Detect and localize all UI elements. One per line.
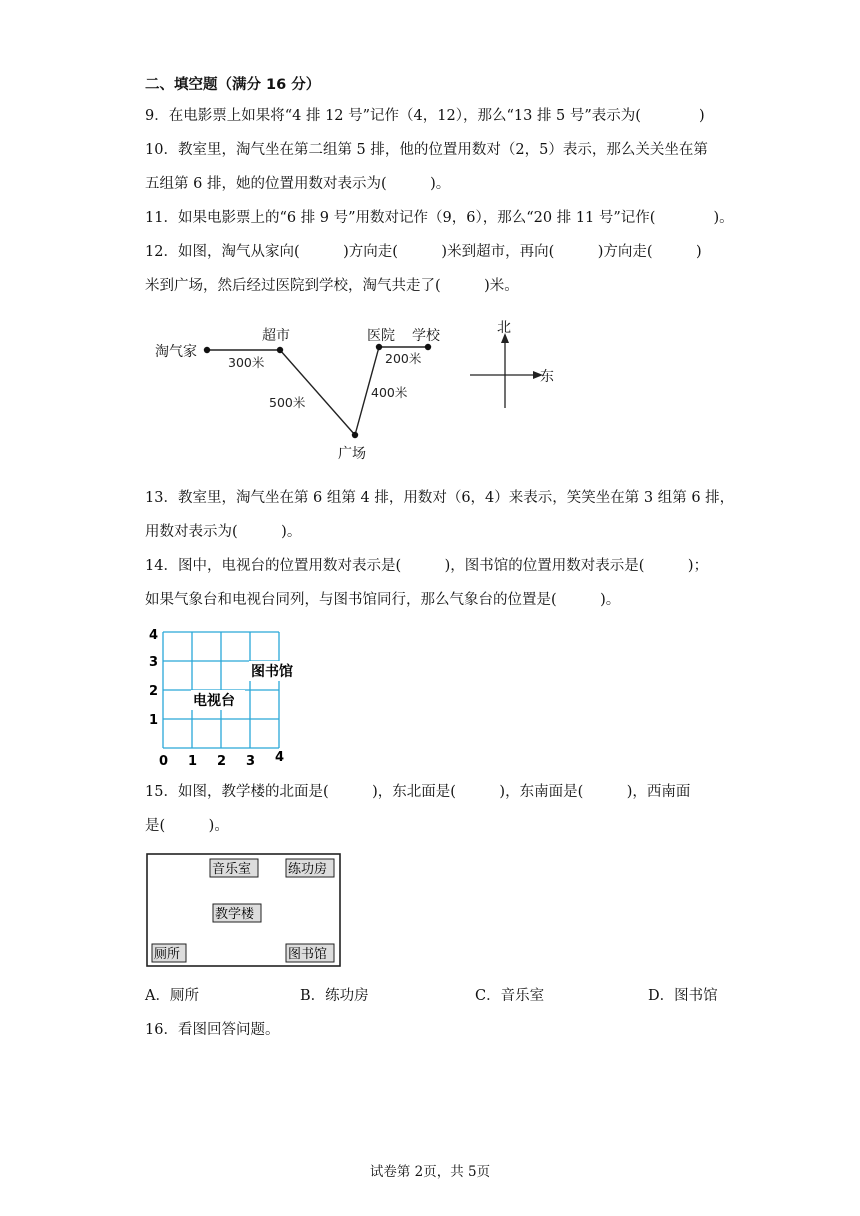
question-16: 16．看图回答问题。: [145, 1022, 280, 1038]
toilet-label: 厕所: [154, 947, 181, 962]
distance-500: 500米: [269, 395, 306, 410]
route-diagram: [145, 315, 575, 470]
x-tick-1: 1: [188, 754, 198, 769]
campus-library-label: 图书馆: [288, 947, 328, 962]
option-d: D．图书馆: [648, 988, 718, 1004]
question-11: 11．如果电影票上的“6 排 9 号”用数对记作（9，6），那么“20 排 11 号”记作( )。: [145, 210, 734, 226]
question-12-line-2: 米到广场，然后经过医院到学校，淘气共走了( )米。: [145, 278, 519, 294]
question-14-line-2: 如果气象台和电视台同列，与图书馆同行，那么气象台的位置是( )。: [145, 592, 621, 608]
square-label: 广场: [338, 446, 366, 462]
question-13-line-2: 用数对表示为( )。: [145, 524, 302, 540]
practice-room-label: 练功房: [288, 862, 328, 877]
question-10-line-2: 五组第 6 排，她的位置用数对表示为( )。: [145, 176, 451, 192]
question-9: 9．在电影票上如果将“4 排 12 号”记作（4，12），那么“13 排 5 号”表示为( ): [145, 108, 705, 124]
library-label: 图书馆: [251, 664, 293, 680]
x-tick-0: 0: [159, 754, 169, 769]
x-tick-3: 3: [246, 754, 256, 769]
x-tick-2: 2: [217, 754, 227, 769]
x-tick-4: 4: [275, 750, 285, 765]
option-b: B．练功房: [300, 988, 369, 1004]
y-tick-3: 3: [149, 655, 159, 670]
y-tick-4: 4: [149, 628, 159, 643]
question-14-line-1: 14．图中，电视台的位置用数对表示是( )，图书馆的位置用数对表示是( )；: [145, 558, 709, 574]
page-footer: 试卷第 2页，共 5页: [369, 1164, 491, 1180]
teaching-building-label: 教学楼: [215, 907, 255, 922]
tv-station-label: 电视台: [193, 693, 235, 709]
distance-300: 300米: [228, 355, 265, 370]
question-15-line-1: 15．如图，教学楼的北面是( )，东北面是( )，东南面是( )，西南面: [145, 784, 691, 800]
question-13-line-1: 13．教室里，淘气坐在第 6 组第 4 排，用数对（6，4）来表示，笑笑坐在第 3 组第 6 排，: [145, 490, 735, 506]
campus-diagram: [145, 852, 345, 970]
grid-diagram: [145, 625, 310, 770]
distance-400: 400米: [371, 385, 408, 400]
distance-200: 200米: [385, 351, 422, 366]
question-10-line-1: 10．教室里，淘气坐在第二组第 5 排，他的位置用数对（2，5）表示，那么关关坐在第: [145, 142, 708, 158]
question-12-line-1: 12．如图，淘气从家向( )方向走( )米到超市，再向( )方向走( ): [145, 244, 702, 260]
section-title: 二、填空题（满分 16 分）: [145, 77, 321, 93]
east-label: 东: [540, 369, 554, 385]
question-15-line-2: 是( )。: [145, 818, 229, 834]
school-label: 学校: [412, 328, 440, 344]
market-label: 超市: [262, 328, 290, 344]
hospital-label: 医院: [367, 328, 395, 344]
option-c: C．音乐室: [475, 988, 545, 1004]
north-label: 北: [497, 320, 511, 336]
y-tick-2: 2: [149, 684, 159, 699]
y-tick-1: 1: [149, 713, 159, 728]
home-label: 淘气家: [155, 344, 197, 360]
option-a: A．厕所: [145, 988, 199, 1004]
music-room-label: 音乐室: [212, 862, 252, 877]
